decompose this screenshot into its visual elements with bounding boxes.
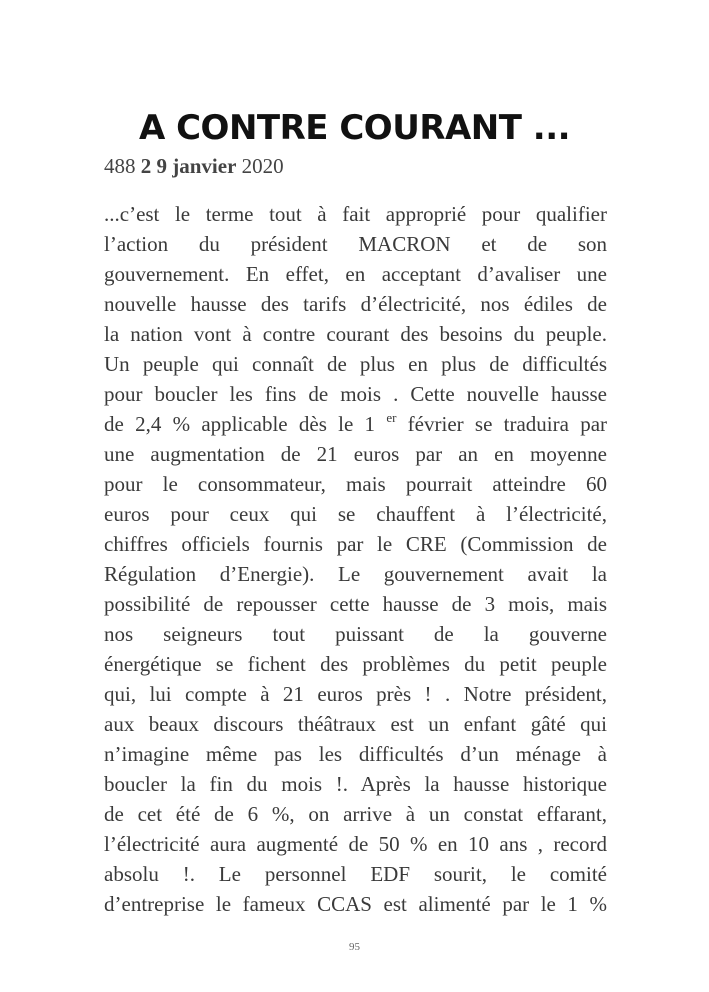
body-line: Régulation d’Energie). Le gouvernement avait la (104, 562, 607, 586)
dateline (104, 152, 284, 180)
body-line: aux beaux discours théâtraux est un enfant gâté qui (104, 712, 607, 736)
body-line: nouvelle hausse des tarifs d’électricité, nos édiles de (104, 292, 607, 316)
article-number: 488 (104, 154, 136, 178)
body-line: pour boucler les fins de mois . Cette nouvelle hausse (104, 382, 607, 406)
body-line: possibilité de repousser cette hausse de 3 mois, mais (104, 592, 607, 616)
body-line: une augmentation de 21 euros par an en moyenne (104, 442, 607, 466)
body-line: pour le consommateur, mais pourrait atteindre 60 (104, 472, 607, 496)
article-body (104, 199, 607, 919)
body-line: euros pour ceux qui se chauffent à l’électricité, (104, 502, 607, 526)
body-line: absolu !. Le personnel EDF sourit, le comité (104, 862, 607, 886)
body-line-part: de 2,4 % applicable dès le 1 (104, 412, 387, 436)
ordinal-superscript: er (386, 410, 397, 425)
body-line: nos seigneurs tout puissant de la gouverne (104, 622, 607, 646)
body-line-part: février se traduira par (396, 412, 608, 436)
body-line: Un peuple qui connaît de plus en plus de difficultés (104, 352, 607, 376)
body-line-with-superscript (104, 409, 607, 439)
body-line: l’électricité aura augmenté de 50 % en 10 ans , record (104, 832, 607, 856)
body-line: énergétique se fichent des problèmes du petit peuple (104, 652, 607, 676)
body-line: qui, lui compte à 21 euros près ! . Notre président, (104, 682, 607, 706)
body-line: l’action du président MACRON et de son (104, 232, 607, 256)
page-title: A CONTRE COURANT ... (138, 107, 571, 148)
body-line: ...c’est le terme tout à fait approprié pour qualifier (104, 202, 607, 226)
body-line: de cet été de 6 %, on arrive à un constat effarant, (104, 802, 607, 826)
body-line: n’imagine même pas les difficultés d’un ménage à (104, 742, 607, 766)
body-line: chiffres officiels fournis par le CRE (Commission de (104, 532, 607, 556)
article-date: 2 9 janvier (140, 154, 237, 178)
page-number: 95 (349, 941, 360, 953)
body-line: gouvernement. En effet, en acceptant d’avaliser une (104, 262, 607, 286)
body-line: la nation vont à contre courant des besoins du peuple. (104, 322, 607, 346)
body-line: d’entreprise le fameux CCAS est alimenté par le 1 % (104, 892, 607, 916)
body-line: boucler la fin du mois !. Après la hausse historique (104, 772, 607, 796)
article-year: 2020 (241, 154, 284, 178)
